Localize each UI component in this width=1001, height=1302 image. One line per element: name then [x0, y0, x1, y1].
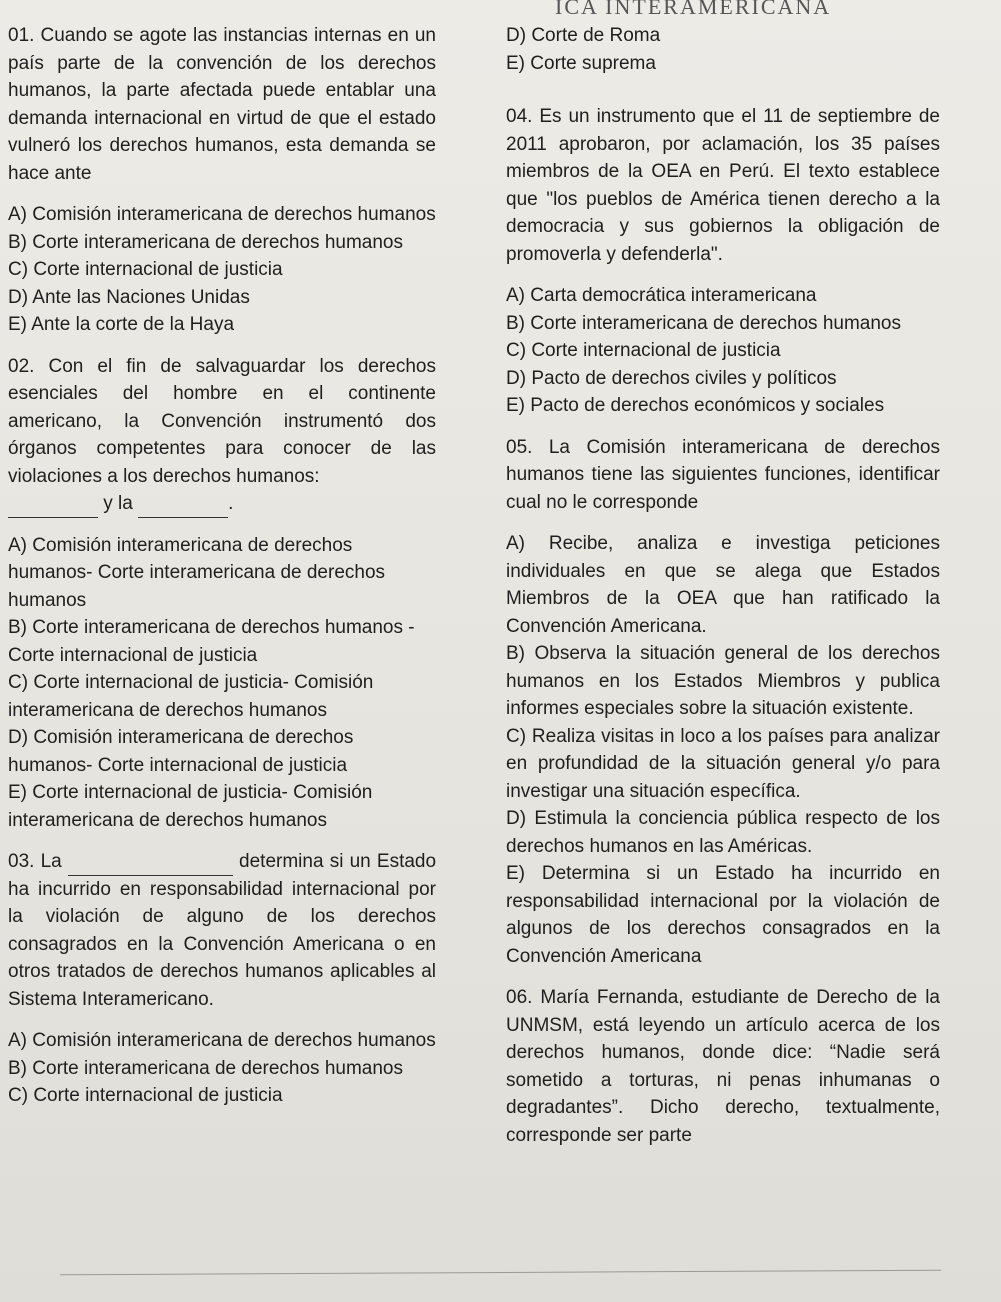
- q1-option-e: E) Ante la corte de la Haya: [8, 314, 235, 335]
- q2-option-b: B) Corte interamericana de derechos humanos - Corte internacional de justicia: [8, 617, 415, 666]
- bottom-divider: [60, 1270, 941, 1276]
- answer-blank: [68, 857, 233, 876]
- left-column: [8, 22, 436, 1110]
- q4-option-b: B) Corte interamericana de derechos humanos: [506, 312, 901, 334]
- q1-option-d: D) Ante las Naciones Unidas: [8, 286, 250, 308]
- question-4-text: 04. Es un instrumento que el 11 de septiembre de 2011 aprobaron, por aclamación, los 35 países miembros de la OEA en Perú. El texto establece que "los pueblos de América tienen derecho a la democracia y sus gobiernos la obligación de promoverla y defenderla".: [506, 106, 940, 265]
- question-1-text: 01. Cuando se agote las instancias internas en un país parte de la convención de los derechos humanos, la parte afectada puede entablar una demanda internacional en virtud de que el estado vulneró los derechos humanos, esta demanda se hace ante: [8, 25, 436, 184]
- question-2-blanks: y la .: [8, 490, 436, 518]
- q2-option-d: D) Comisión interamericana de derechos humanos- Corte internacional de justicia: [8, 727, 354, 776]
- q1-option-d-cont: D) Corte de Roma: [506, 25, 661, 46]
- answer-blank: [8, 499, 98, 518]
- q4-option-d: D) Pacto de derechos civiles y políticos: [506, 367, 837, 389]
- q2-option-c: C) Corte internacional de justicia- Comisión interamericana de derechos humanos: [8, 672, 374, 721]
- q4-option-a: A) Carta democrática interamericana: [506, 285, 817, 306]
- q1-option-a: A) Comisión interamericana de derechos humanos: [8, 204, 436, 225]
- right-column: [506, 22, 940, 1149]
- q2-option-e: E) Corte internacional de justicia- Comisión interamericana de derechos humanos: [8, 782, 373, 831]
- page-header: ICA INTERAMERICANA: [555, 0, 832, 19]
- q1-option-b: B) Corte interamericana de derechos humanos: [8, 231, 403, 253]
- q5-option-c: C) Realiza visitas in loco a los países para analizar en profundidad de la situación general y/o para investigar una situación específica.: [506, 725, 940, 802]
- question-6-text: 06. María Fernanda, estudiante de Derecho de la UNMSM, está leyendo un artículo acerca de los derechos humanos, donde dice: “Nadie será sometido a torturas, ni penas inhumanas o degradantes”. Dicho derecho, textualmente, corresponde ser parte: [506, 987, 940, 1146]
- q5-option-e: E) Determina si un Estado ha incurrido en responsabilidad internacional por la violación de algunos de los derechos consagrados en la Convención Americana: [506, 863, 940, 967]
- q1-option-e-cont: E) Corte suprema: [506, 52, 656, 74]
- question-3-text: 03. La determina si un Estado ha incurrido en responsabilidad internacional por la violación de alguno de los derechos consagrados en la Convención Americana o en otros tratados de derechos humanos aplicables al Sistema Interamericano.: [8, 851, 437, 1010]
- q5-option-d: D) Estimula la conciencia pública respecto de los derechos humanos en las Américas.: [506, 808, 940, 857]
- q3-option-b: B) Corte interamericana de derechos humanos: [8, 1057, 403, 1079]
- q1-option-c: C) Corte internacional de justicia: [8, 259, 283, 280]
- answer-blank: [138, 499, 228, 518]
- question-5-text: 05. La Comisión interamericana de derechos humanos tiene las siguientes funciones, identificar cual no le corresponde: [506, 436, 940, 513]
- q5-option-a: A) Recibe, analiza e investiga peticiones individuales en que se alega que Estados Miembros de la OEA que han ratificado la Convención Americana.: [506, 533, 940, 637]
- q4-option-c: C) Corte internacional de justicia: [506, 340, 781, 361]
- q3-option-a: A) Comisión interamericana de derechos humanos: [8, 1030, 436, 1051]
- q2-option-a: A) Comisión interamericana de derechos humanos- Corte interamericana de derechos humanos: [8, 534, 386, 611]
- question-2-text: 02. Con el fin de salvaguardar los derechos esenciales del hombre en el continente americano, la Convención instrumentó dos órganos competentes para conocer de las violaciones a los derechos humanos:: [8, 355, 436, 487]
- q4-option-e: E) Pacto de derechos económicos y sociales: [506, 395, 885, 416]
- q5-option-b: B) Observa la situación general de los derechos humanos en los Estados Miembros y publica informes especiales sobre la situación existente.: [506, 643, 940, 719]
- q3-option-c: C) Corte internacional de justicia: [8, 1085, 283, 1106]
